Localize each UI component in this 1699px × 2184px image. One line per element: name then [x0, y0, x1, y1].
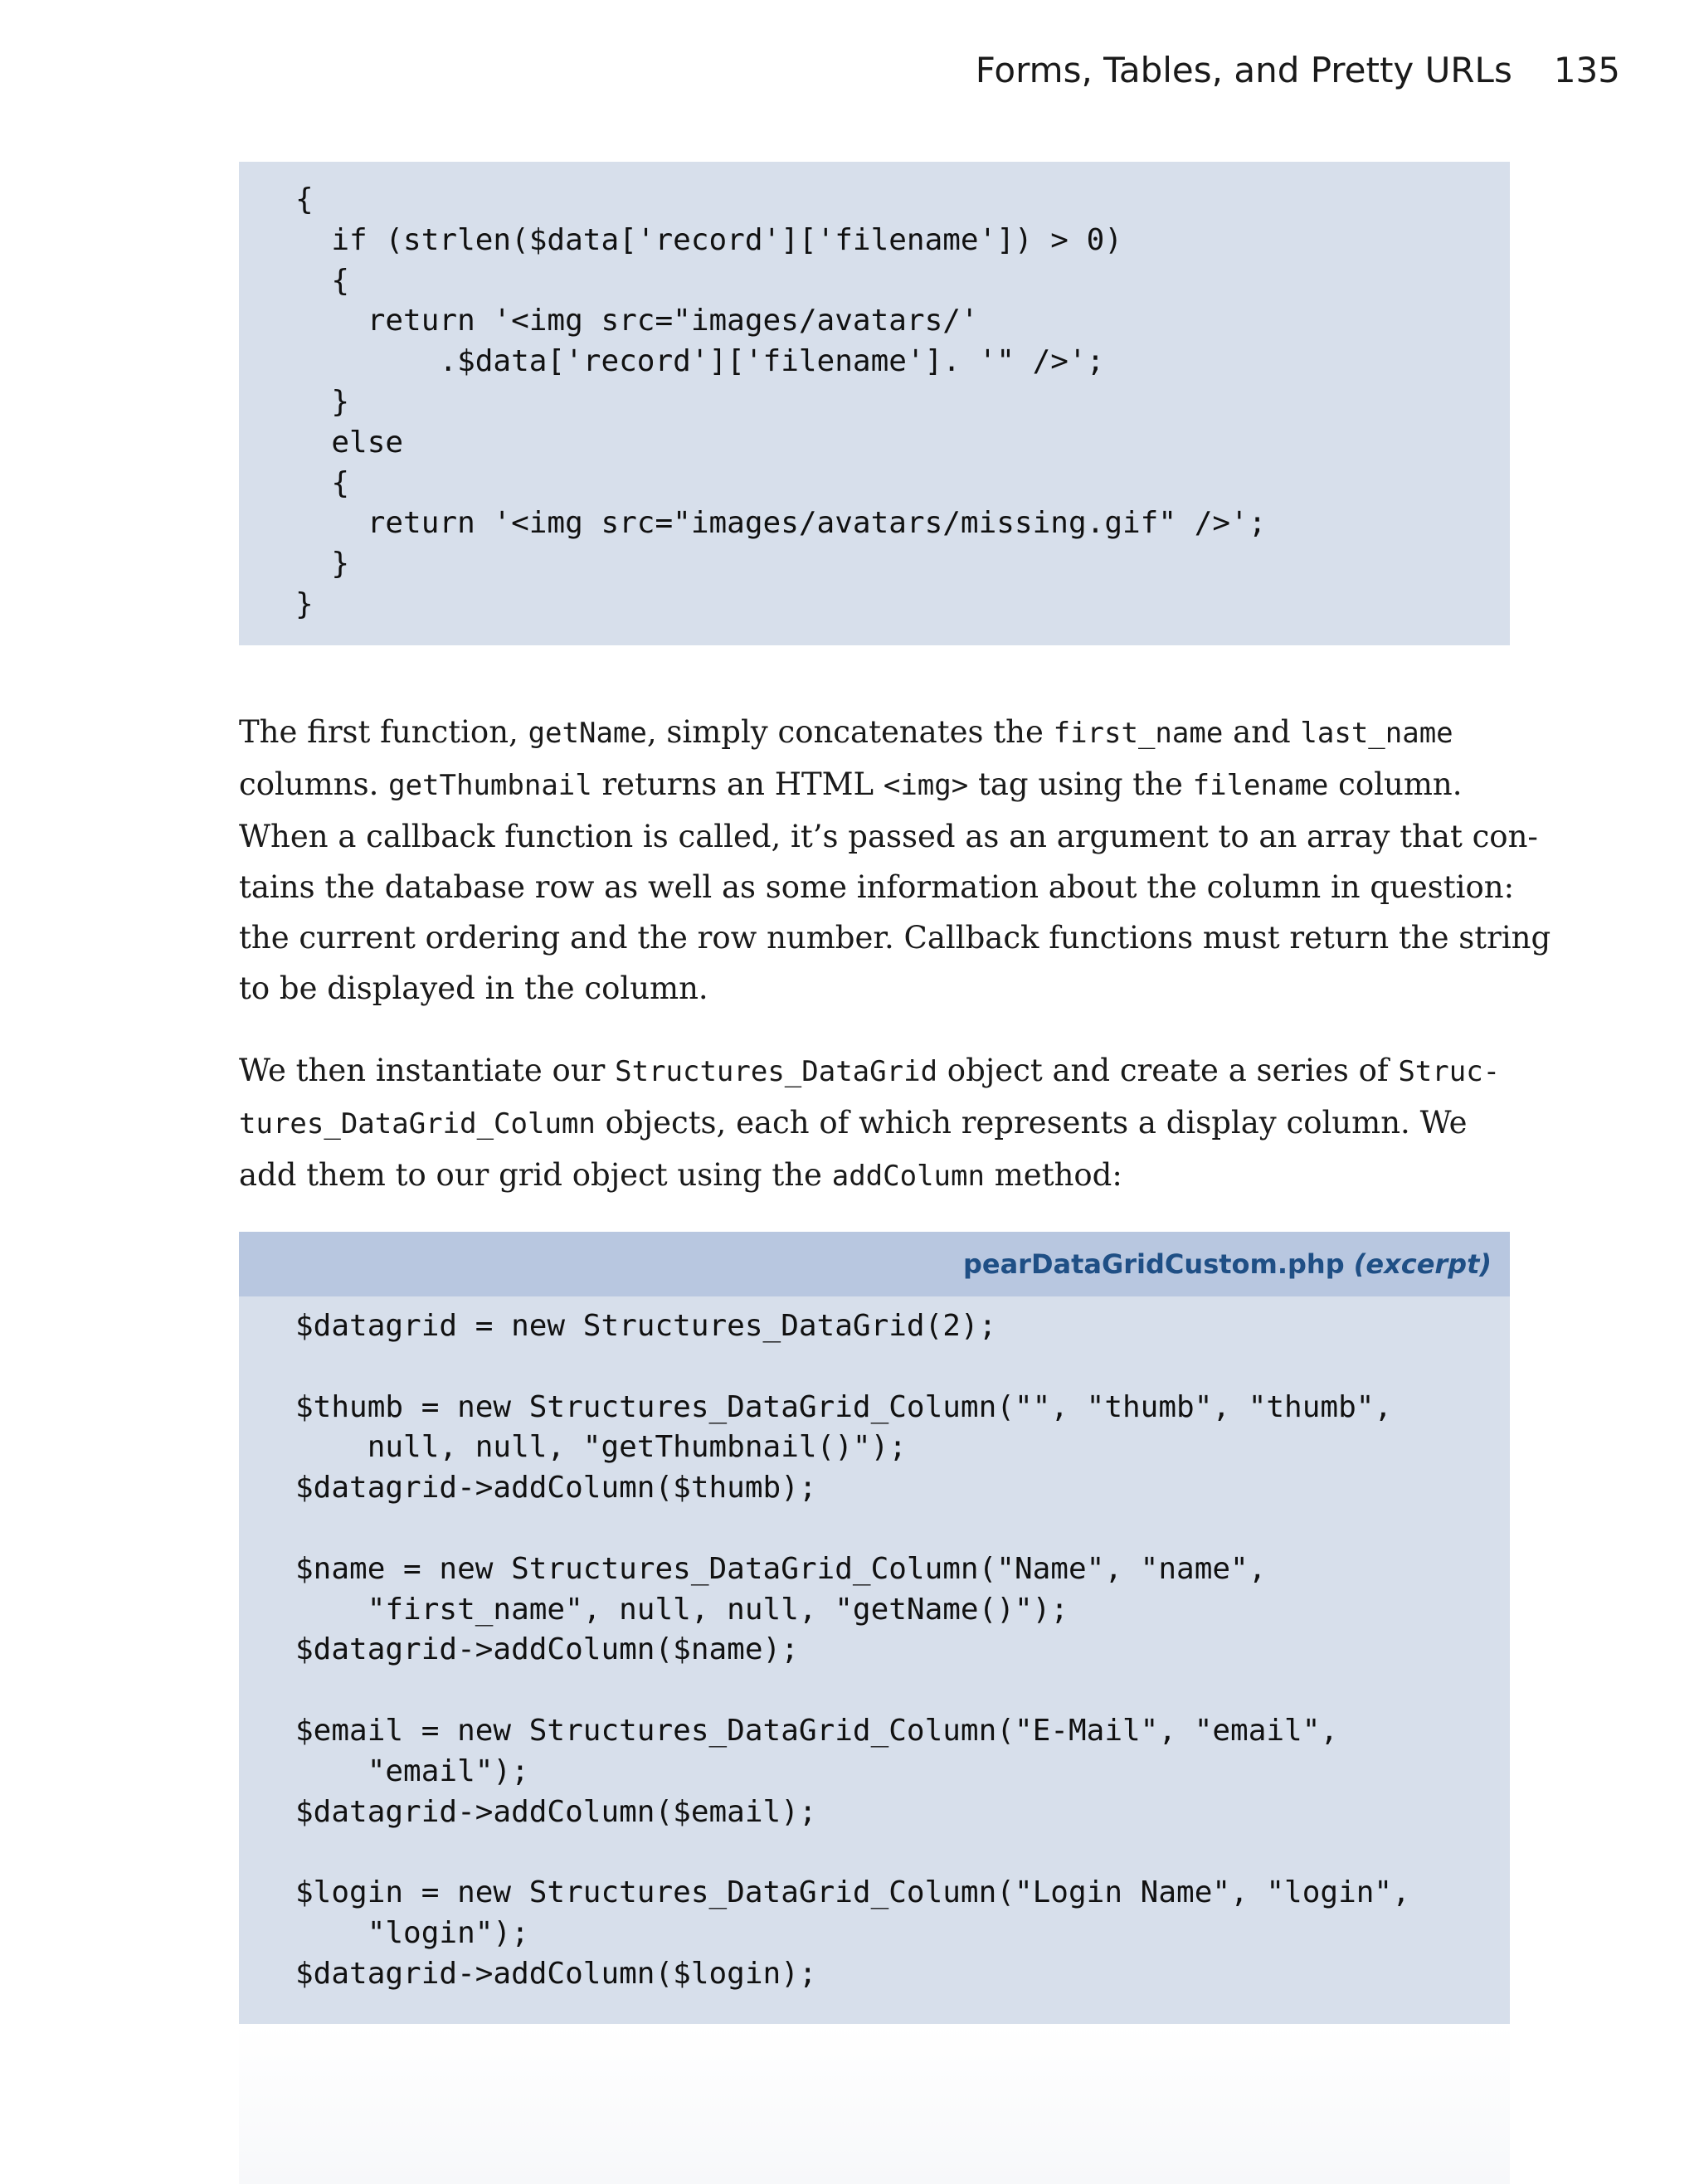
inline-code: addColumn — [831, 1160, 985, 1193]
code-listing-datagrid — [239, 1232, 1510, 2024]
body-paragraph-datagrid — [239, 1045, 1510, 1202]
text-line: the current ordering and the row number. Callback functions must return the string — [239, 920, 1551, 956]
text-run: tag using the — [968, 766, 1193, 802]
text-run: returns an HTML — [591, 766, 884, 802]
text-run: , simply concatenates the — [646, 714, 1054, 750]
text-run: columns. — [239, 766, 389, 802]
code-filename-note: (excerpt) — [1353, 1248, 1492, 1280]
inline-code: last_name — [1300, 717, 1453, 750]
page-bottom-shade — [239, 2024, 1510, 2184]
text-run: method: — [984, 1157, 1122, 1193]
code-text: $datagrid = new Structures_DataGrid(2); $thumb = new Structures_DataGrid_Column("", "thumb", "thumb", null, null, "getThumbnail()"); $datagrid->addColumn($thumb); $name = new Structures_DataGrid_Column("Name", "name", "first_name", null, null, "getName()"); $datagrid->addColumn($name); $email = new Structures_DataGrid_Column("E-Mail", "email", "email"); $datagrid->addColumn($email); $login = new Structures_DataGrid_Column("Login Name", "login", "login"); $datagrid->addColumn($login); — [295, 1309, 1410, 1991]
inline-code: Struc- — [1398, 1055, 1501, 1088]
text-run: column. — [1328, 766, 1463, 802]
text-run: We then instantiate our — [239, 1053, 616, 1088]
text-line — [239, 1045, 1510, 1097]
text-line: tains the database row as well as some information about the column in question: — [239, 869, 1515, 905]
text-line — [239, 1150, 1510, 1202]
text-line: When a callback function is called, it’s passed as an argument to an array that con- — [239, 819, 1538, 854]
page-number: 135 — [1553, 50, 1620, 90]
inline-code: getThumbnail — [388, 769, 592, 802]
inline-code: getName — [528, 717, 647, 750]
running-title: Forms, Tables, and Pretty URLs — [975, 50, 1512, 90]
body-paragraph-callbacks — [239, 707, 1551, 1014]
inline-code: first_name — [1053, 717, 1224, 750]
inline-code: filename — [1192, 769, 1329, 802]
text-run: object and create a series of — [937, 1053, 1399, 1088]
code-listing-callbacks — [239, 162, 1510, 645]
inline-code: tures_DataGrid_Column — [239, 1107, 596, 1141]
text-run: The first function, — [239, 714, 528, 750]
code-text: { if (strlen($data['record']['filename']) > 0) { return '<img src="images/avatars/' .$data['record']['filename']. '" />'; } else { return '<img src="images/avatars/missing.gif" />'; } } — [295, 182, 1267, 621]
text-line — [239, 707, 1510, 759]
text-run: add them to our grid object using the — [239, 1157, 832, 1193]
text-line — [239, 1097, 1510, 1150]
inline-code: Structures_DataGrid — [615, 1055, 938, 1088]
text-run: and — [1223, 714, 1301, 750]
inline-code: <img> — [883, 769, 969, 802]
text-run: objects, each of which represents a display column. We — [595, 1105, 1468, 1141]
text-line: to be displayed in the column. — [239, 970, 708, 1006]
code-filename: pearDataGridCustom.php — [962, 1248, 1345, 1280]
code-caption — [239, 1232, 1510, 1296]
running-head — [976, 50, 1620, 90]
text-line — [239, 759, 1510, 811]
